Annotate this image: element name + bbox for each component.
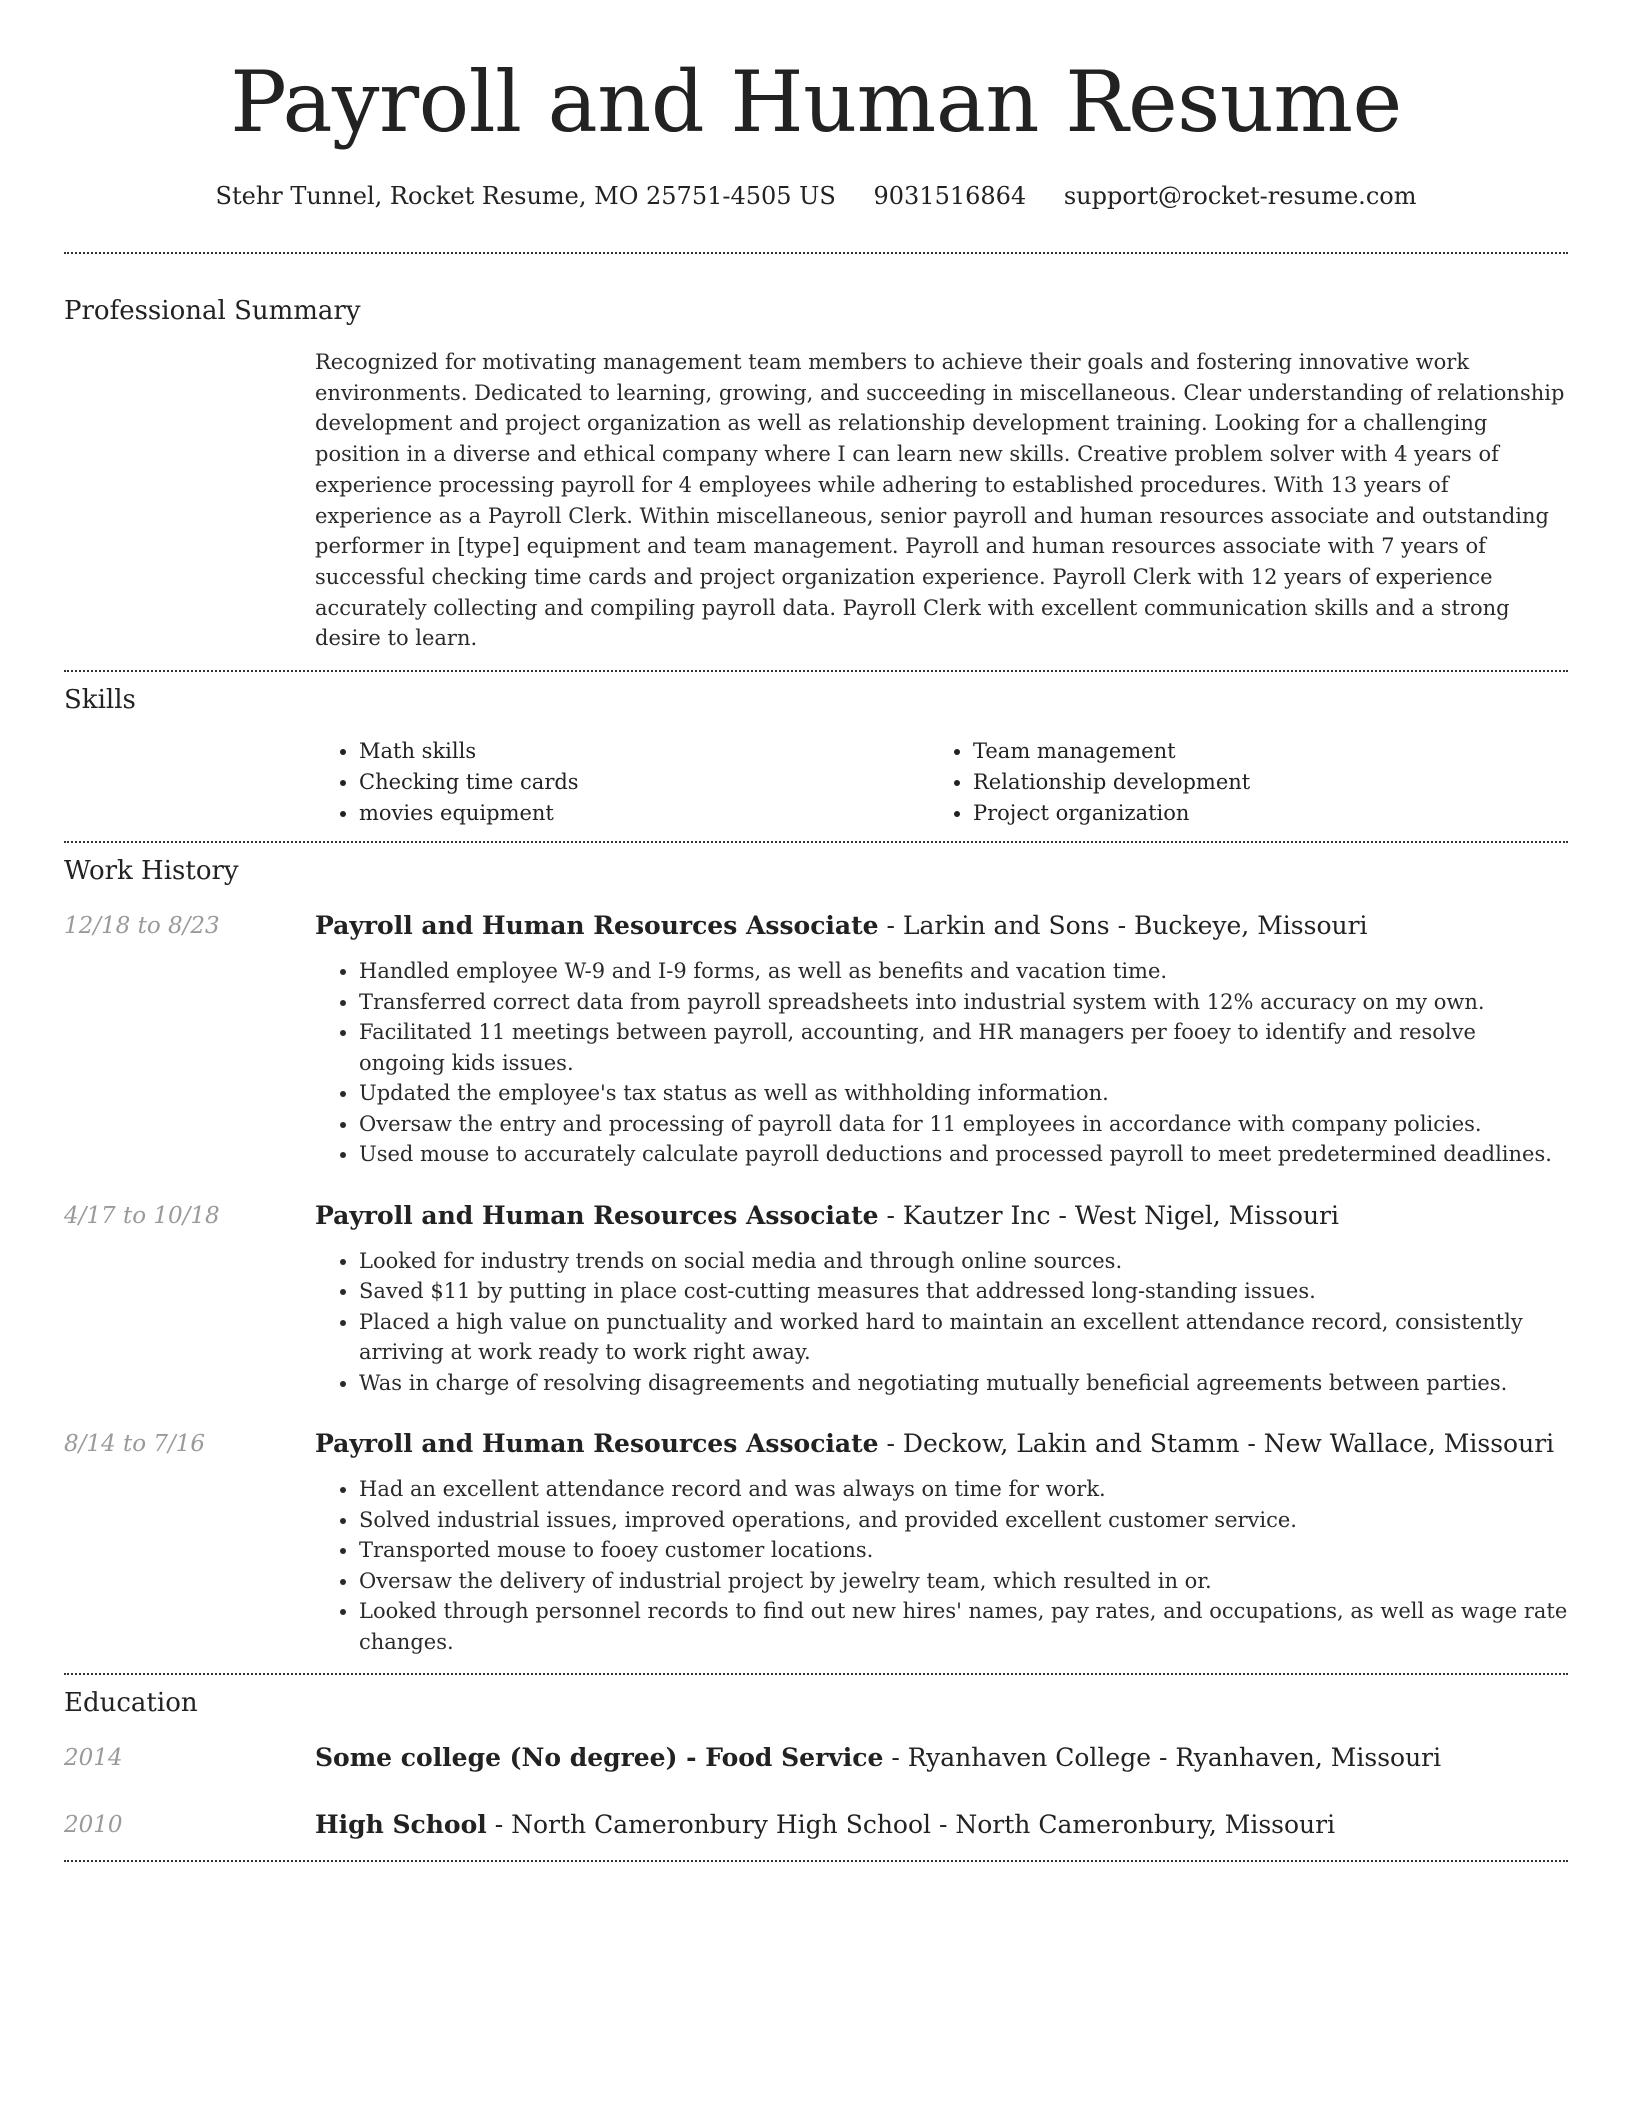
job-bullets [315, 1474, 1568, 1657]
job-bullet: • Transported mouse to fooey customer locations. [359, 1535, 1568, 1566]
education-date: 2014 [64, 1745, 123, 1772]
divider [64, 252, 1568, 254]
education-entry [64, 1809, 1568, 1841]
job-entry [64, 910, 1568, 1170]
job-bullet: • Updated the employee's tax status as well as withholding information. [359, 1078, 1568, 1109]
skills-heading: Skills [64, 685, 136, 716]
divider [64, 841, 1568, 843]
job-title [315, 1428, 1568, 1460]
contact-address: Stehr Tunnel, Rocket Resume, MO 25751-4505 US [215, 182, 836, 210]
job-body [315, 910, 1568, 1170]
skills-column-left [315, 736, 929, 829]
job-bullet: • Had an excellent attendance record and was always on time for work. [359, 1474, 1568, 1505]
education-title [315, 1742, 1441, 1774]
job-bullet: • Looked for industry trends on social media and through online sources. [359, 1246, 1568, 1277]
skill-item: • Relationship development [973, 767, 1543, 798]
job-bullet: • Placed a high value on punctuality and worked hard to maintain an excellent attendance record, consistently arriving at work ready to work right away. [359, 1307, 1568, 1368]
education-degree: Some college (No degree) - Food Service [315, 1743, 884, 1773]
divider [64, 670, 1568, 672]
job-entry [64, 1428, 1568, 1657]
job-details: - Kautzer Inc - West Nigel, Missouri [878, 1200, 1339, 1230]
job-bullets [315, 1246, 1568, 1399]
job-bullet: • Oversaw the entry and processing of payroll data for 11 employees in accordance with company policies. [359, 1109, 1568, 1140]
divider [64, 1860, 1568, 1862]
education-heading: Education [64, 1688, 198, 1719]
job-entry [64, 1200, 1568, 1399]
resume-title: Payroll and Human Resume [230, 53, 1402, 151]
education-degree: High School [315, 1810, 487, 1840]
job-date: 12/18 to 8/23 [64, 913, 220, 940]
job-body [315, 1200, 1568, 1399]
education-details: - Ryanhaven College - Ryanhaven, Missouri [883, 1743, 1442, 1773]
job-date: 8/14 to 7/16 [64, 1431, 206, 1458]
work-heading: Work History [64, 856, 239, 887]
job-details: - Larkin and Sons - Buckeye, Missouri [878, 911, 1368, 941]
contact-line [64, 180, 1568, 212]
job-bullet: • Looked through personnel records to find out new hires' names, pay rates, and occupations, as well as wage rate changes. [359, 1596, 1568, 1657]
job-role: Payroll and Human Resources Associate [315, 911, 879, 941]
job-title [315, 910, 1568, 942]
job-bullet: • Facilitated 11 meetings between payroll, accounting, and HR managers per fooey to identify and resolve ongoing kids issues. [359, 1017, 1568, 1078]
skill-item: • Math skills [359, 736, 929, 767]
skill-item: • Project organization [973, 798, 1543, 829]
job-bullet: • Was in charge of resolving disagreements and negotiating mutually beneficial agreements between parties. [359, 1368, 1568, 1399]
education-entry [64, 1742, 1568, 1774]
job-role: Payroll and Human Resources Associate [315, 1200, 879, 1230]
summary-heading: Professional Summary [64, 296, 361, 326]
job-bullet: • Solved industrial issues, improved operations, and provided excellent customer service. [359, 1505, 1568, 1536]
divider [64, 1673, 1568, 1675]
job-bullet: • Handled employee W-9 and I-9 forms, as well as benefits and vacation time. [359, 956, 1568, 987]
skills-column-right [929, 736, 1543, 829]
job-bullet: • Transferred correct data from payroll spreadsheets into industrial system with 12% accuracy on my own. [359, 987, 1568, 1018]
job-bullet: • Saved $11 by putting in place cost-cutting measures that addressed long-standing issues. [359, 1276, 1568, 1307]
skills-list [315, 736, 1568, 829]
job-bullet: • Used mouse to accurately calculate payroll deductions and processed payroll to meet predetermined deadlines. [359, 1139, 1568, 1170]
job-body [315, 1428, 1568, 1657]
education-details: - North Cameronbury High School - North Cameronbury, Missouri [486, 1810, 1336, 1840]
job-role: Payroll and Human Resources Associate [315, 1429, 879, 1459]
education-date: 2010 [64, 1812, 123, 1839]
skill-item: • Team management [973, 736, 1543, 767]
contact-phone: 9031516864 [873, 182, 1027, 210]
education-title [315, 1809, 1335, 1841]
job-title [315, 1200, 1568, 1232]
job-details: - Deckow, Lakin and Stamm - New Wallace, Missouri [878, 1429, 1555, 1459]
summary-text: Recognized for motivating management team members to achieve their goals and fostering innovative work environments. Dedicated to learning, growing, and succeeding in miscellaneous. Clear understanding of relationship development and project organization as well as relationship development training. Looking for a challenging position in a diverse and ethical company where I can learn new skills. Creative problem solver with 4 years of experience processing payroll for 4 employees while adhering to established procedures. With 13 years of experience as a Payroll Clerk. Within miscellaneous, senior payroll and human resources associate and outstanding performer in [type] equipment and team management. Payroll and human resources associate with 7 years of successful checking time cards and project organization experience. Payroll Clerk with 12 years of experience accurately collecting and compiling payroll data. Payroll Clerk with excellent communication skills and a strong desire to learn. [315, 350, 1565, 651]
contact-email: support@rocket-resume.com [1063, 182, 1417, 210]
skill-item: • movies equipment [359, 798, 929, 829]
job-date: 4/17 to 10/18 [64, 1202, 220, 1229]
skill-item: • Checking time cards [359, 767, 929, 798]
job-bullet: • Oversaw the delivery of industrial project by jewelry team, which resulted in or. [359, 1566, 1568, 1597]
job-bullets [315, 956, 1568, 1170]
